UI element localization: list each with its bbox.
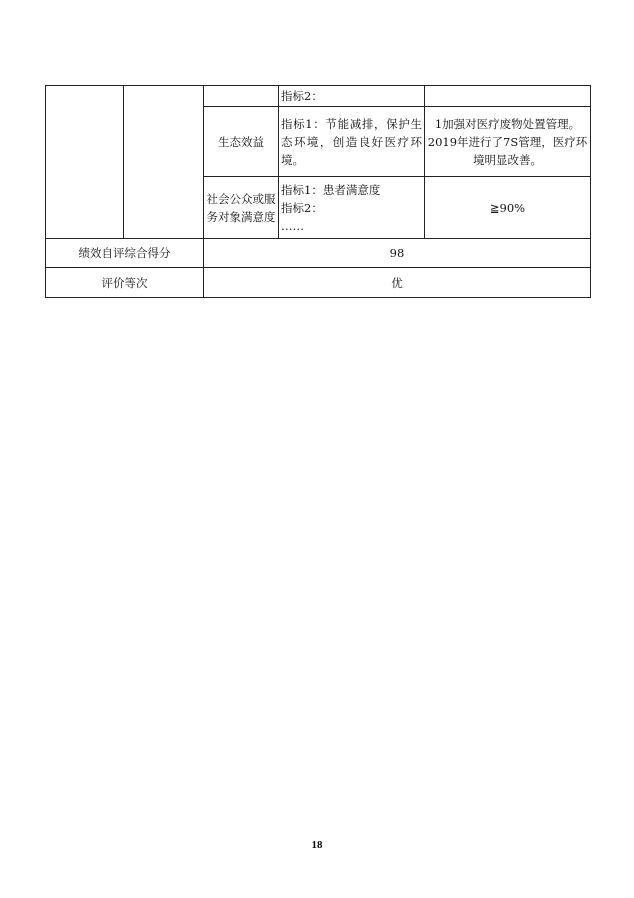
ecological-result-line: 1加强对医疗废物处置管理。: [434, 116, 581, 131]
page-number: 18: [311, 839, 323, 851]
table-row: [46, 239, 591, 268]
table-row: [46, 268, 591, 298]
score-value: 98: [204, 239, 591, 268]
indicator-text-cell: 指标2：: [279, 86, 425, 107]
grade-label: 评价等次: [46, 268, 204, 298]
satisfaction-label: 社会公众或服务对象满意度: [204, 177, 279, 239]
ecological-indicator-text: 指标1：节能减排，保护生态环境，创造良好医疗环境。: [279, 107, 425, 177]
satisfaction-result: ≧90%: [425, 177, 591, 239]
ecological-result-line: 2019年进行了7S管理，医疗环境明显改善。: [427, 134, 588, 167]
performance-evaluation-table: [45, 85, 591, 298]
satisfaction-indicator-line: 指标2：: [281, 200, 323, 215]
grade-value: 优: [204, 268, 591, 298]
level1-indicator-cell: [46, 86, 124, 239]
level2-indicator-cell: [124, 86, 204, 239]
satisfaction-indicator-cell: [279, 177, 425, 239]
table-row: [46, 86, 591, 107]
level3-indicator-cell: [204, 86, 279, 107]
result-cell: [425, 86, 591, 107]
score-label: 绩效自评综合得分: [46, 239, 204, 268]
satisfaction-indicator-line: 指标1：患者满意度: [281, 182, 381, 197]
ecological-result-cell: [425, 107, 591, 177]
satisfaction-indicator-line: ……: [281, 218, 304, 233]
ecological-benefit-label: 生态效益: [204, 107, 279, 177]
